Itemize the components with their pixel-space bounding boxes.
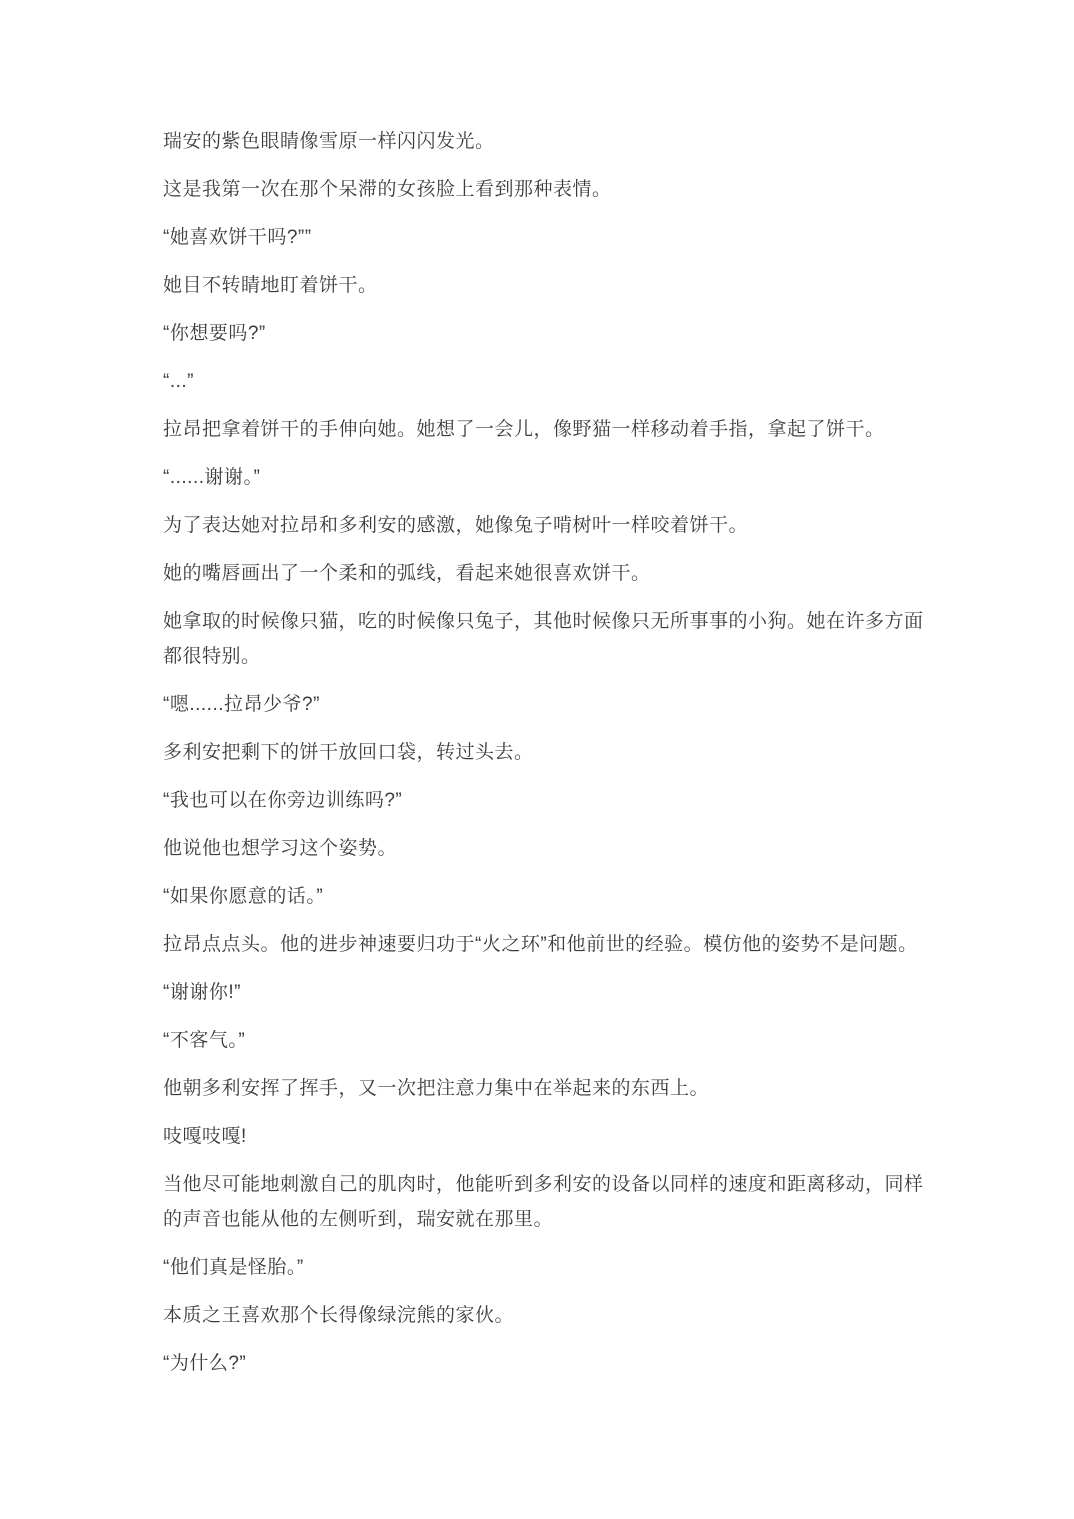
paragraph: 他说他也想学习这个姿势。 bbox=[163, 838, 398, 859]
paragraph: “她喜欢饼干吗?”” bbox=[163, 227, 312, 248]
paragraph: 拉昂点点头。他的进步神速要归功于“火之环”和他前世的经验。模仿他的姿势不是问题。 bbox=[163, 934, 918, 955]
paragraph: 拉昂把拿着饼干的手伸向她。她想了一会儿，像野猫一样移动着手指，拿起了饼干。 bbox=[163, 419, 885, 440]
document-page bbox=[163, 124, 939, 1394]
paragraph: “你想要吗?” bbox=[163, 323, 266, 344]
paragraph: 她拿取的时候像只猫，吃的时候像只兔子，其他时候像只无所事事的小狗。她在许多方面都很特别。 bbox=[163, 611, 924, 667]
paragraph: 他朝多利安挥了挥手，又一次把注意力集中在举起来的东西上。 bbox=[163, 1078, 710, 1099]
paragraph: “嗯......拉昂少爷?” bbox=[163, 694, 320, 715]
paragraph: “不客气。” bbox=[163, 1030, 246, 1051]
paragraph: 这是我第一次在那个呆滞的女孩脸上看到那种表情。 bbox=[163, 179, 612, 200]
paragraph: “他们真是怪胎。” bbox=[163, 1257, 304, 1278]
paragraph: 吱嘎吱嘎! bbox=[163, 1126, 247, 1147]
paragraph: 当他尽可能地刺激自己的肌肉时，他能听到多利安的设备以同样的速度和距离移动，同样的声音也能从他的左侧听到，瑞安就在那里。 bbox=[163, 1174, 924, 1230]
paragraph: “...” bbox=[163, 371, 194, 392]
paragraph: “我也可以在你旁边训练吗?” bbox=[163, 790, 403, 811]
paragraph: 她目不转睛地盯着饼干。 bbox=[163, 275, 378, 296]
paragraph: 本质之王喜欢那个长得像绿浣熊的家伙。 bbox=[163, 1305, 515, 1326]
paragraph: 为了表达她对拉昂和多利安的感激，她像兔子啃树叶一样咬着饼干。 bbox=[163, 515, 749, 536]
paragraph: “谢谢你!” bbox=[163, 982, 241, 1003]
paragraph: “......谢谢。” bbox=[163, 467, 261, 488]
paragraph: “如果你愿意的话。” bbox=[163, 886, 324, 907]
paragraph: 多利安把剩下的饼干放回口袋，转过头去。 bbox=[163, 742, 534, 763]
paragraph: 瑞安的紫色眼睛像雪原一样闪闪发光。 bbox=[163, 131, 495, 152]
paragraph: 她的嘴唇画出了一个柔和的弧线，看起来她很喜欢饼干。 bbox=[163, 563, 651, 584]
paragraph: “为什么?” bbox=[163, 1353, 247, 1374]
